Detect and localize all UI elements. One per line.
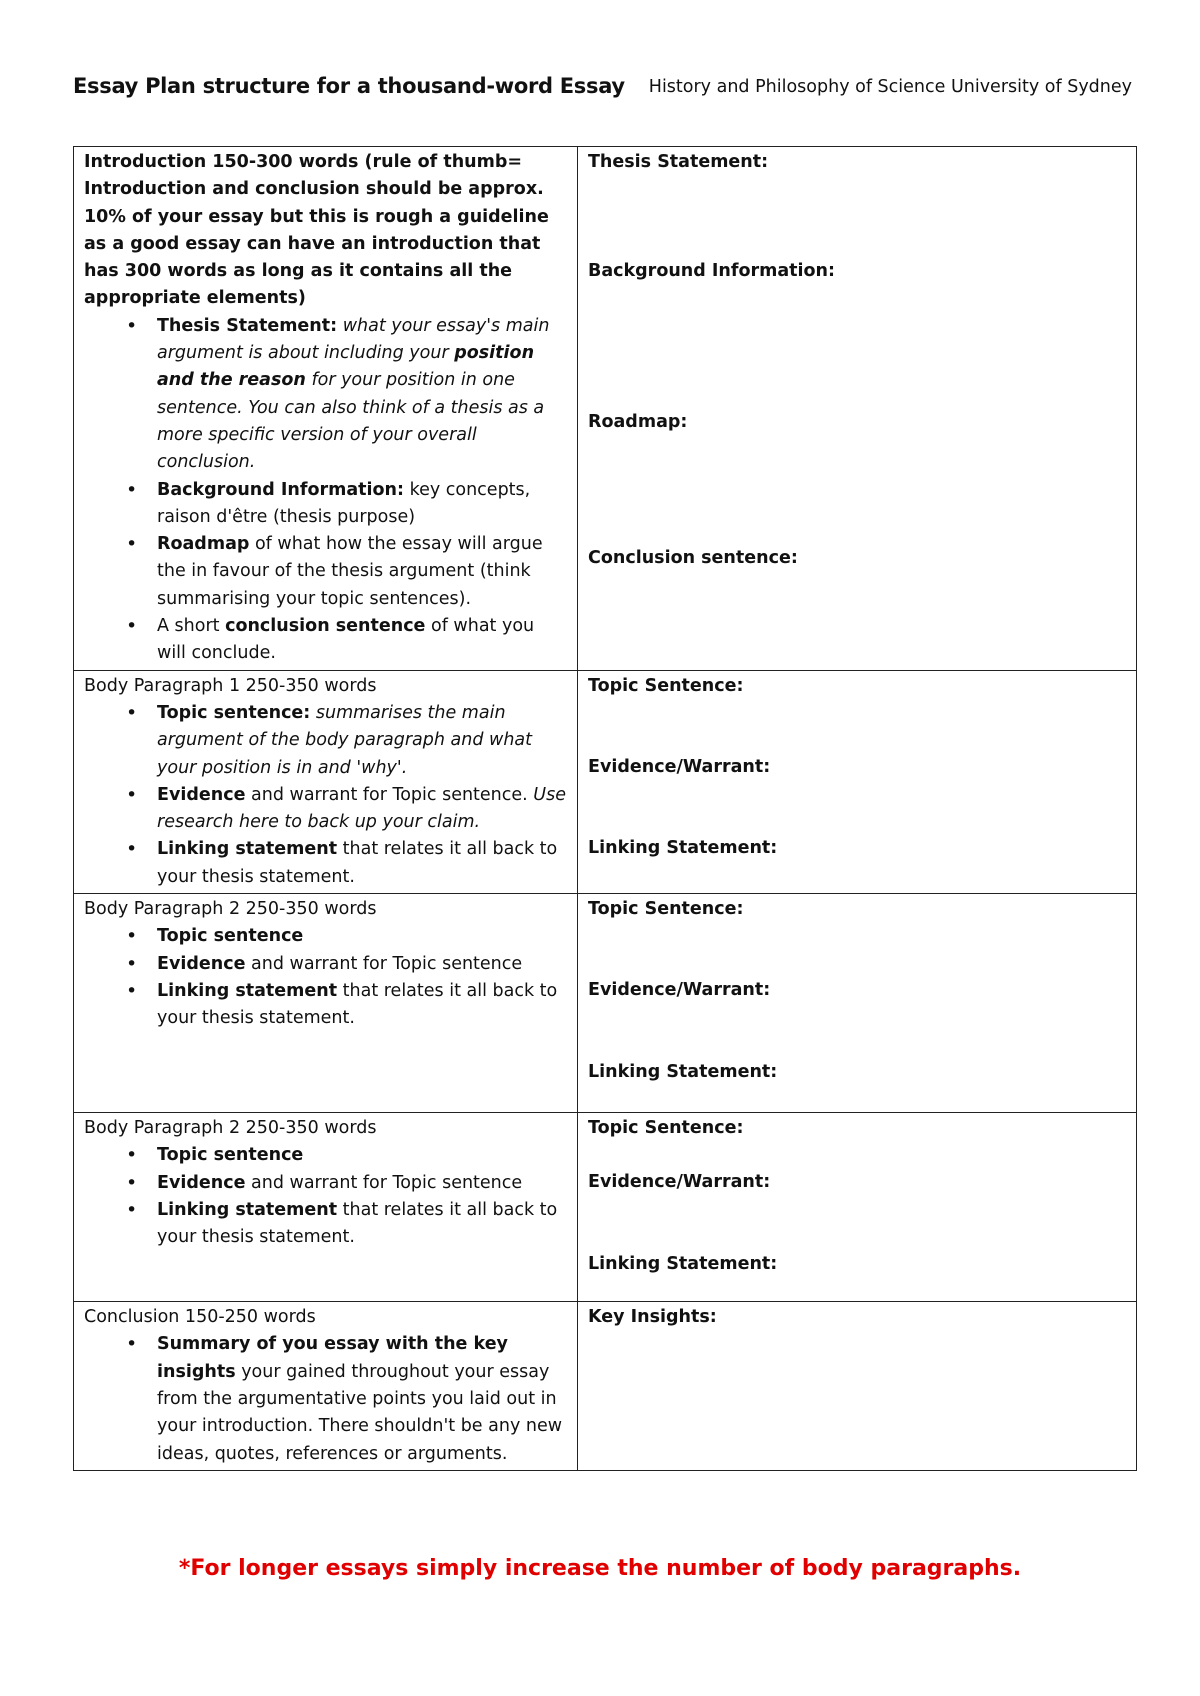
- list-item: [84, 1331, 567, 1467]
- body-paragraph-1-bullets: [84, 700, 567, 891]
- body-paragraph-3-bullets: [84, 1142, 567, 1251]
- list-item: [84, 477, 567, 532]
- section-title: Conclusion 150-250 words: [84, 1307, 316, 1328]
- linking-statement-field: Linking Statement:: [588, 1253, 778, 1274]
- essay-plan-table: [73, 146, 1137, 1471]
- footnote: *For longer essays simply increase the number of body paragraphs.: [178, 1556, 1022, 1581]
- list-item: [84, 1197, 567, 1252]
- list-item: [84, 978, 567, 1033]
- bullet-label: Roadmap: [157, 534, 250, 555]
- bullet-label: Evidence: [157, 784, 246, 805]
- bullet-label: conclusion sentence: [225, 616, 426, 637]
- bullet-text: and warrant for Topic sentence: [245, 1172, 523, 1193]
- key-insights-field: Key Insights:: [588, 1307, 717, 1328]
- introduction-bullets: [84, 313, 567, 668]
- body-paragraph-3-fields-cell: [578, 1113, 1137, 1302]
- body-paragraph-3-guidance-cell: [74, 1113, 578, 1302]
- bullet-text: for your position in one sentence. You can also think of a thesis as a more specific version of your overall conclusion.: [157, 370, 545, 473]
- bullet-label: Topic sentence: [157, 926, 304, 947]
- list-item: [84, 951, 567, 978]
- bullet-text: and warrant for Topic sentence.: [245, 784, 528, 805]
- bullet-text: A short: [157, 616, 226, 637]
- bullet-label: Thesis Statement:: [157, 315, 338, 336]
- document-header: [73, 74, 1132, 106]
- table-row-conclusion: [74, 1302, 1137, 1471]
- background-information-field: Background Information:: [588, 261, 835, 282]
- bullet-italic-text: Use research here to back up your claim.: [157, 784, 566, 833]
- linking-statement-field: Linking Statement:: [588, 1061, 778, 1082]
- introduction-note: Introduction 150-300 words (rule of thumb= Introduction and conclusion should be approx. 10% of your essay but this is rough a guideline as a good essay can have an introduction that has 300 words as long as it contains all the appropriate elements): [84, 152, 549, 309]
- table-row-body-paragraph-2: [74, 894, 1137, 1113]
- bullet-text: that relates it all back to your thesis statement.: [157, 980, 558, 1029]
- document-source: History and Philosophy of Science University of Sydney: [648, 77, 1132, 97]
- conclusion-sentence-field: Conclusion sentence:: [588, 547, 798, 568]
- bullet-text: that relates it all back to your thesis statement.: [157, 839, 558, 887]
- conclusion-bullets: [84, 1331, 567, 1467]
- list-item: [84, 531, 567, 613]
- bullet-bold-text: position and the reason: [157, 343, 535, 391]
- topic-sentence-field: Topic Sentence:: [588, 899, 744, 920]
- list-item: [84, 1170, 567, 1197]
- list-item: [84, 836, 567, 891]
- bullet-text: of what how the essay will argue the in favour of the thesis argument (think summarising your topic sentences).: [157, 534, 543, 609]
- bullet-text: and warrant for Topic sentence: [245, 953, 523, 974]
- bullet-label: Evidence: [157, 953, 246, 974]
- bullet-text: your gained throughout your essay from the argumentative points you laid out in your introduction. There shouldn't be any new ideas, quotes, references or arguments.: [157, 1361, 563, 1464]
- body-paragraph-2-fields-cell: [578, 894, 1137, 1113]
- body-paragraph-2-guidance-cell: [74, 894, 578, 1113]
- conclusion-guidance-cell: [74, 1302, 578, 1471]
- roadmap-field: Roadmap:: [588, 411, 688, 432]
- evidence-warrant-field: Evidence/Warrant:: [588, 1172, 771, 1193]
- list-item: [84, 1142, 567, 1169]
- topic-sentence-field: Topic Sentence:: [588, 1118, 744, 1139]
- bullet-text: of what you will conclude.: [157, 616, 535, 664]
- list-item: [84, 700, 567, 782]
- bullet-text: summarises the main argument of the body paragraph and what your position is in and 'why'.: [157, 702, 533, 778]
- bullet-label: Linking statement: [157, 839, 338, 860]
- body-paragraph-1-guidance-cell: [74, 670, 578, 893]
- list-item: [84, 313, 567, 477]
- list-item: [84, 613, 567, 668]
- linking-statement-field: Linking Statement:: [588, 838, 778, 859]
- bullet-text: that relates it all back to your thesis statement.: [157, 1199, 558, 1248]
- topic-sentence-field: Topic Sentence:: [588, 675, 744, 696]
- evidence-warrant-field: Evidence/Warrant:: [588, 980, 771, 1001]
- introduction-fields-cell: [578, 147, 1137, 671]
- evidence-warrant-field: Evidence/Warrant:: [588, 756, 771, 777]
- bullet-label: Linking statement: [157, 1199, 338, 1220]
- body-paragraph-2-bullets: [84, 923, 567, 1032]
- bullet-label: Linking statement: [157, 980, 338, 1001]
- bullet-label: Background Information:: [157, 479, 404, 500]
- bullet-label: Summary of you essay with the key insights: [157, 1334, 508, 1382]
- thesis-statement-field: Thesis Statement:: [588, 152, 769, 172]
- section-title: Body Paragraph 1 250-350 words: [84, 675, 377, 696]
- table-row-body-paragraph-3: [74, 1113, 1137, 1302]
- document-title: Essay Plan structure for a thousand-word Essay: [73, 74, 625, 98]
- bullet-label: Topic sentence: [157, 1145, 304, 1166]
- list-item: [84, 923, 567, 950]
- bullet-label: Topic sentence:: [157, 702, 311, 723]
- bullet-text: what your essay's main argument is about including your: [157, 315, 550, 364]
- bullet-text: key concepts, raison d'être (thesis purpose): [157, 479, 531, 527]
- conclusion-fields-cell: [578, 1302, 1137, 1471]
- body-paragraph-1-fields-cell: [578, 670, 1137, 893]
- introduction-guidance-cell: [74, 147, 578, 671]
- table-row-introduction: [74, 147, 1137, 671]
- table-row-body-paragraph-1: [74, 670, 1137, 893]
- list-item: [84, 782, 567, 837]
- bullet-label: Evidence: [157, 1172, 246, 1193]
- section-title: Body Paragraph 2 250-350 words: [84, 899, 377, 920]
- section-title: Body Paragraph 2 250-350 words: [84, 1118, 377, 1139]
